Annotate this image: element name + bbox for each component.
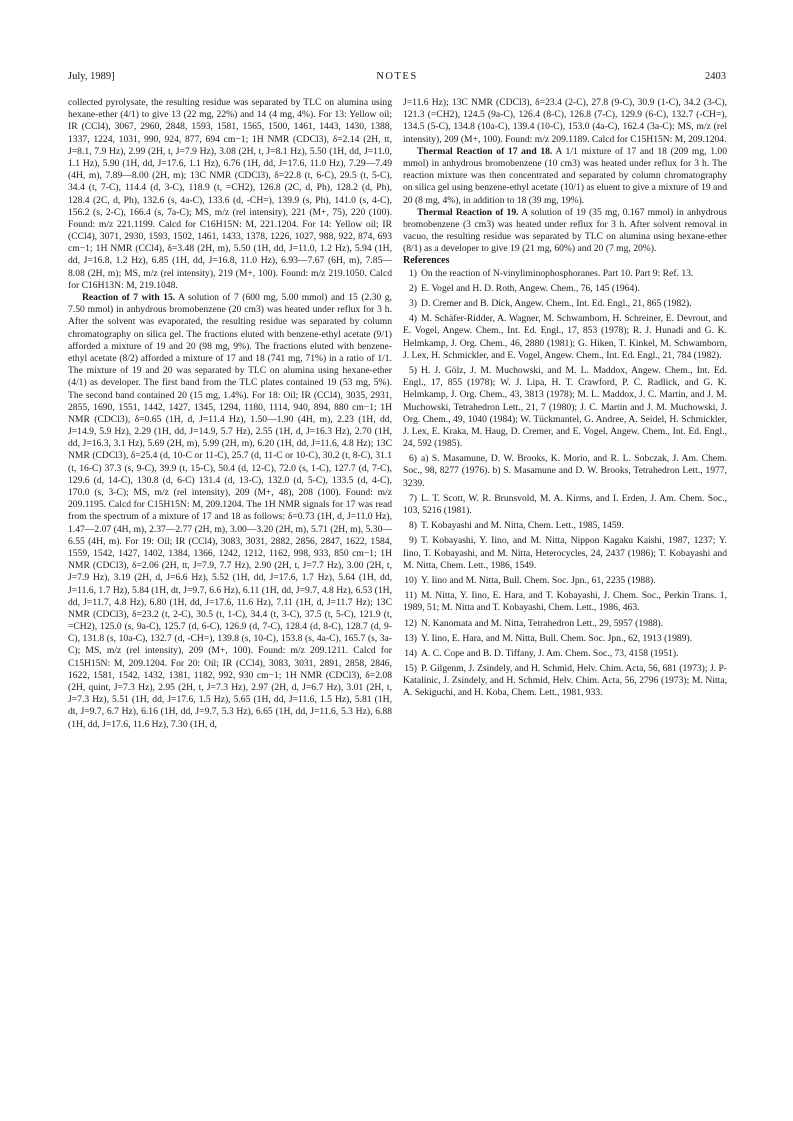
experimental-paragraph-thermal-19 <box>403 207 727 256</box>
running-header <box>68 71 726 87</box>
reference-number: 4) <box>409 313 417 325</box>
reference-text: M. Schäfer-Ridder, A. Wagner, M. Schwamborn, H. Schreiner, E. Devrout, and E. Vogel, Angew. Chem., Int. Ed. Engl., 17, 853 (1978); R. J. Hunadi and G. K. Helmkamp, J. Org. Chem., 46, 2880 (1981); G. Hiken, T. Kinkel, M. Schwamborn, J. Lex, H. Schmickler, and E. Vogel, Angew. Chem., Int. Ed. Engl., 21, 784 (1982). <box>403 313 727 361</box>
reference-text: L. T. Scott, W. R. Brunsvold, M. A. Kirms, and I. Erden, J. Am. Chem. Soc., 103, 5216 (1981). <box>403 492 727 516</box>
reference-text: a) S. Masamune, D. W. Brooks, K. Morio, and R. L. Sobczak, J. Am. Chem. Soc., 98, 8277 (1976). b) S. Masamune and D. W. Brooks, Tetrahedron Lett., 1977, 3239. <box>403 453 727 489</box>
experimental-paragraph-reaction-7-15 <box>68 292 392 731</box>
reference-number: 7) <box>409 492 417 504</box>
reference-item <box>403 663 727 700</box>
reference-item <box>403 590 727 614</box>
page-number: 2403 <box>705 71 726 82</box>
experimental-paragraph-1: collected pyrolysate, the resulting residue was separated by TLC on alumina using hexane-ether (4/1) to give 13 (22 mg, 22%) and 14 (4 mg, 4%). For 13: Yellow oil; IR (CCl4), 3067, 2960, 2848, 1593, 1581, 1565, 1500, 1461, 1443, 1430, 1388, 1337, 1224, 1031, 990, 924, 877, 694 cm−1; 1H NMR (CDCl3), δ=2.14 (2H, tt, J=8.1, 7.9 Hz), 2.99 (2H, t, J=7.9 Hz), 3.08 (2H, t, J=8.1 Hz), 5.50 (1H, dd, J=11.0, 1.1 Hz), 5.90 (1H, dd, J=17.6, 1.1 Hz), 6.76 (1H, dd, J=17.6, 11.0 Hz), 7.29—7.49 (4H, m), 7.89—8.00 (2H, m); 13C NMR (CDCl3), δ=22.8 (t, 6-C), 29.5 (t, 5-C), 34.4 (t, 7-C), 114.4 (d, 3-C), 118.9 (t, =CH2), 126.8 (2C, d, Ph), 128.2 (d, Ph), 128.4 (2C, d, Ph), 132.6 (s, 4a-C), 133.6 (d, -CH=), 139.9 (s, Ph), 141.0 (s, 4-C), 156.2 (s, 2-C), 166.4 (s, 7a-C); MS, m/z (rel intensity), 221 (M+, 75), 220 (100). Found: m/z 221.1199. Calcd for C16H15N: M, 221.1204. For 14: Yellow oil; IR (CCl4), 3071, 2930, 1593, 1502, 1461, 1433, 1378, 1226, 1027, 988, 922, 874, 693 cm−1; 1H NMR (CCl4), δ=3.48 (2H, m), 5.50 (1H, dd, J=11.0, 1.2 Hz), 5.94 (1H, dd, J=16.8, 1.2 Hz), 6.85 (1H, dd, J=16.8, 11.0 Hz), 6.93—7.67 (6H, m), 7.85—8.08 (2H, m); MS, m/z (rel intensity), 219 (M+, 100). Found: m/z 219.1050. Calcd for C16H13N: M, 219.1048. <box>68 97 392 291</box>
reference-number: 13) <box>404 632 417 644</box>
reference-number: 8) <box>409 520 417 532</box>
paragraph-heading: Reaction of 7 with 15. <box>82 292 176 303</box>
reference-number: 5) <box>409 364 417 376</box>
reference-text: H. J. Gölz, J. M. Muchowski, and M. L. Maddox, Angew. Chem., Int. Ed. Engl., 17, 855 (1978); W. J. Lipa, H. T. Crawford, P. C. Radlick, and G. K. Helmkamp, J. Org. Chem., 43, 3813 (1978); M. L. Maddox, J. C. Martin, and J. M. Muchowski, Tetrahedron Lett., 21, 7 (1980); J. C. Martin and J. M. Muchowski, J. Org. Chem., 49, 1040 (1984); W. Tückmantel, G. Andree, A. Seidel, H. Schmickler, J. Lex, E. Kraka, M. Haug, D. Cremer, and E. Vogel, Angew. Chem., Int. Ed. Engl., 24, 592 (1985). <box>403 364 727 450</box>
reference-number: 10) <box>404 574 417 586</box>
reference-number: 14) <box>404 647 417 659</box>
reference-item <box>403 313 727 362</box>
reference-text: P. Gilgenm, J. Zsindely, and H. Schmid, Helv. Chim. Acta, 56, 681 (1973); J. P-Katalinic, J. Zsindely, and H. Schmid, Helv. Chim. Acta, 56, 2796 (1973); M. Nitta, A. Sekiguchi, and H. Koba, Chem. Lett., 1981, 933. <box>403 663 728 699</box>
paragraph-body: A solution of 7 (600 mg, 5.00 mmol) and 15 (2.30 g, 7.50 mmol) in anhydrous bromobenzene (20 cm3) was heated under reflux for 3 h. After the solvent was evaporated, the resulting residue was separated by column chromatography on silica gel. The fractions eluted with benzene-ethyl acetate (9/1) afforded a mixture of 19 and 20 (98 mg, 9%). The fractions eluted with benzene-ethyl acetate (8/2) afforded a mixture of 17 and 18 (741 mg, 71%) in a ratio of 1/1. The mixture of 19 and 20 was separated by TLC on alumina using hexane-ether (4/1) as developer. The first band from the TLC plates contained 19 (53 mg, 5%). The second band contained 20 (15 mg, 1.4%). For 18: Oil; IR (CCl4), 3035, 2931, 2855, 1690, 1551, 1442, 1427, 1345, 1294, 1180, 1114, 940, 894, 880 cm−1; 1H NMR (CDCl3), δ=0.65 (1H, d, J=11.4 Hz), 1.50—1.90 (4H, m), 2.23 (1H, dd, J=14.9, 5.9 Hz), 2.29 (1H, dd, J=14.9, 5.7 Hz), 2.55 (1H, d, J=16.3 Hz), 2.70 (1H, dd, J=16.3, 3.1 Hz), 5.69 (2H, m), 5.99 (2H, m), 6.20 (1H, dd, J=11.6, 4.8 Hz); 13C NMR (CDCl3), δ=25.4 (d, 10-C or 11-C), 25.7 (d, 11-C or 10-C), 30.2 (t, 8-C), 31.1 (t, 16-C) 37.3 (s, 9-C), 39.9 (t, 15-C), 50.4 (d, 12-C), 72.0 (s, 1-C), 127.7 (d, 7-C), 129.6 (d, 14-C), 130.8 (d, 6-C) 131.4 (d, 13-C), 132.0 (d, 5-C), 133.5 (d, 4-C), 170.0 (s, 3-C); MS, m/z (rel intensity), 209 (M+, 48), 208 (100). Found: m/z 209.1195. Calcd for C15H15N: M, 209.1204. The 1H NMR signals for 17 was read from the spectrum of a mixture of 17 and 18 as follows: δ=0.73 (1H, d, J=11.0 Hz), 1.47—2.07 (4H, m), 2.37—2.77 (2H, m), 3.00—3.20 (2H, m), 5.71 (2H, m), 5.30—6.55 (4H, m). For 19: Oil; IR (CCl4), 3083, 3031, 2882, 2856, 2847, 1622, 1584, 1559, 1542, 1427, 1402, 1384, 1366, 1242, 1212, 1162, 998, 933, 850 cm−1; 1H NMR (CDCl3), δ=2.06 (2H, tt, J=7.9, 7.7 Hz), 2.90 (2H, t, J=7.7 Hz), 3.00 (2H, t, J=7.9 Hz), 3.19 (2H, d, J=6.6 Hz), 5.52 (1H, dd, J=17.6, 1.7 Hz), 5.64 (1H, dd, J=11.6, 1.7 Hz), 5.84 (1H, dt, J=9.7, 6.6 Hz), 6.11 (1H, dd, J=9.7, 4.8 Hz), 6.53 (1H, dd, J=11.7, 4.8 Hz), 6.80 (1H, dd, J=17.6, 11.6 Hz), 7.11 (1H, d, J=11.7 Hz); 13C NMR (CDCl3), δ=23.2 (t, 2-C), 30.5 (t, 1-C), 34.4 (t, 3-C), 37.5 (t, 5-C), 121.9 (t, =CH2), 125.0 (s, 9a-C), 125.7 (d, 6-C), 126.9 (d, 7-C), 128.4 (d, 8-C), 128.7 (d, 9-C), 131.8 (s, 10a-C), 132.7 (d, -CH=), 139.8 (s, 10-C), 153.8 (s, 4a-C), 165.7 (s, 3a-C); MS, m/z (rel intensity), 209 (M+, 100). Found: m/z 209.1211. Calcd for C15H15N: M, 209.1204. For 20: Oil; IR (CCl4), 3083, 3031, 2891, 2858, 2846, 1622, 1581, 1542, 1432, 1381, 1182, 992, 930 cm−1; 1H NMR (CDCl3), δ=2.08 (2H, quint, J=7.3 Hz), 2.95 (2H, t, J=7.3 Hz), 2.97 (2H, d, J=6.7 Hz), 3.01 (2H, t, J=7.3 Hz), 5.51 (1H, dd, J=17.6, 1.5 Hz), 5.65 (1H, dd, J=11.6, 1.5 Hz), 5.81 (1H, dt, J=9.7, 6.7 Hz), 6.16 (1H, dd, J=9.7, 5.3 Hz), 6.65 (1H, dd, J=11.6, 5.3 Hz), 6.88 (1H, dd, J=17.6, 11.6 Hz), 7.30 (1H, d, <box>68 292 393 730</box>
reference-text: T. Kobayashi and M. Nitta, Chem. Lett., 1985, 1459. <box>421 520 624 532</box>
reference-text: M. Nitta, Y. Iino, E. Hara, and T. Kobayashi, J. Chem. Soc., Perkin Trans. 1, 1989, 51; M. Nitta and T. Kobayashi, Chem. Lett., 1986, 463. <box>403 590 727 614</box>
reference-text: T. Kobayashi, Y. Iino, and M. Nitta, Nippon Kagaku Kaishi, 1987, 1237; Y. Iino, T. Kobayashi, and M. Nitta, Heterocycles, 24, 2437 (1986); T. Kobayashi and M. Nitta, Chem. Lett., 1986, 1549. <box>403 535 727 571</box>
reference-item <box>403 283 727 295</box>
reference-number: 9) <box>409 535 417 547</box>
header-section: NOTES <box>376 71 418 82</box>
reference-text: On the reaction of N-vinyliminophosphoranes. Part 10. Part 9: Ref. 13. <box>421 267 694 279</box>
reference-text: D. Cremer and B. Dick, Angew. Chem., Int. Ed. Engl., 21, 865 (1982). <box>421 298 692 309</box>
references-list <box>403 268 727 700</box>
paragraph-body: A solution of 19 (35 mg, 0.167 mmol) in anhydrous bromobenzene (3 cm3) was heated under reflux for 3 h. After solvent removal in vacuo, the resulting residue was separated by TLC on alumina using hexane-ether (8/1) as a developer to give 19 (21 mg, 60%) and 20 (7 mg, 20%). <box>403 206 728 255</box>
reference-item <box>403 618 727 630</box>
experimental-paragraph-thermal-17-18 <box>403 146 727 207</box>
paragraph-heading: Thermal Reaction of 19. <box>417 206 519 218</box>
reference-item <box>403 520 727 532</box>
reference-item <box>403 575 727 587</box>
reference-text: A. C. Cope and B. D. Tiffany, J. Am. Chem. Soc., 73, 4158 (1951). <box>421 647 679 659</box>
reference-item <box>403 633 727 645</box>
reference-text: Y. Iino and M. Nitta, Bull. Chem. Soc. Jpn., 61, 2235 (1988). <box>421 574 656 586</box>
references-heading: References <box>403 255 450 267</box>
reference-number: 2) <box>409 282 417 294</box>
reference-text: Y. Iino, E. Hara, and M. Nitta, Bull. Chem. Soc. Jpn., 62, 1913 (1989). <box>421 632 693 644</box>
paragraph-heading: Thermal Reaction of 17 and 18. <box>417 145 553 157</box>
reference-text: E. Vogel and H. D. Roth, Angew. Chem., 76, 145 (1964). <box>421 282 640 294</box>
left-column <box>68 97 392 1092</box>
reference-number: 3) <box>409 298 417 309</box>
reference-number: 1) <box>409 267 417 279</box>
right-column <box>403 97 727 1092</box>
reference-item <box>403 453 727 490</box>
paragraph-body: A 1/1 mixture of 17 and 18 (209 mg, 1.00 mmol) in anhydrous bromobenzene (10 cm3) was heated under reflux for 3 h. The reaction mixture was then concentrated and separated by column chromatography on silica gel using benzene-ethyl acetate (10/1) as eluent to give a mixture of 19 and 20 (8 mg, 4%), in addition to 18 (39 mg, 19%). <box>403 145 727 206</box>
reference-number: 12) <box>404 617 417 629</box>
reference-number: 6) <box>409 453 417 465</box>
header-date: July, 1989] <box>68 71 115 82</box>
reference-number: 11) <box>404 590 417 602</box>
reference-number: 15) <box>404 663 417 675</box>
reference-item <box>403 535 727 572</box>
reference-item <box>403 298 727 310</box>
reference-item <box>403 648 727 660</box>
reference-text: N. Kanomata and M. Nitta, Tetrahedron Lett., 29, 5957 (1988). <box>421 617 664 629</box>
reference-item <box>403 268 727 280</box>
experimental-paragraph-continued: J=11.6 Hz); 13C NMR (CDCl3), δ=23.4 (2-C), 27.8 (9-C), 30.9 (1-C), 34.2 (3-C), 121.3 (=CH2), 124.5 (9a-C), 126.4 (8-C), 126.8 (7-C), 129.9 (6-C), 132.7 (-CH=), 134.5 (5-C), 134.8 (10a-C), 139.4 (10-C), 153.0 (4a-C), 162.4 (3a-C); MS, m/z (rel intensity), 209 (M+, 100). Found: m/z 209.1189. Calcd for C15H15N: M, 209.1204. <box>403 97 727 145</box>
reference-item <box>403 365 727 450</box>
reference-item <box>403 493 727 517</box>
